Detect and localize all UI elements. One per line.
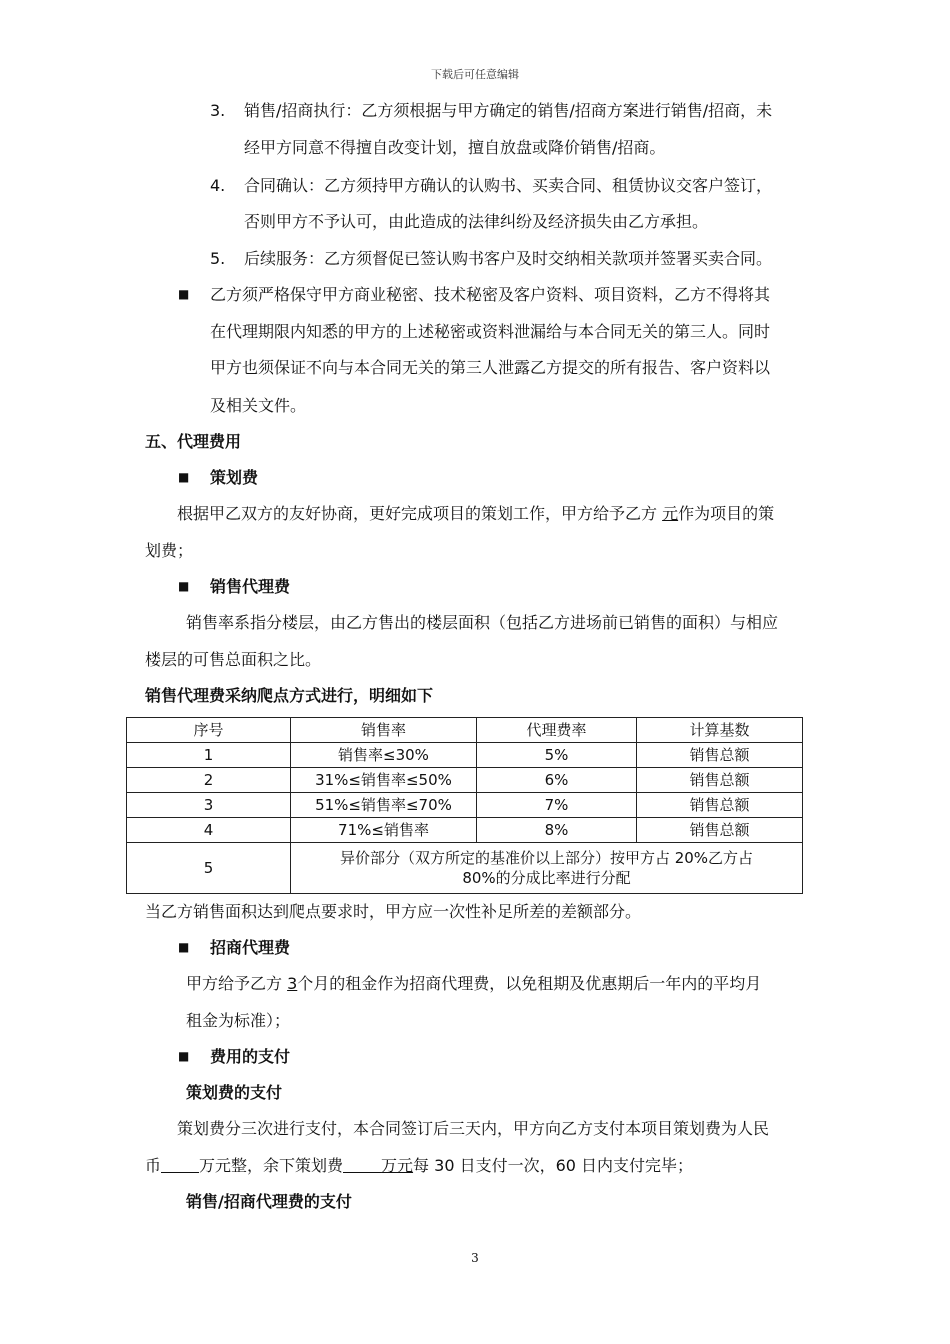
sales-payment-title: 销售/招商代理费的支付 bbox=[186, 1192, 352, 1211]
commission-table bbox=[126, 717, 803, 894]
cell-fee-rate: 8% bbox=[477, 818, 637, 843]
page-number: 3 bbox=[471, 1251, 479, 1265]
cell-number: 4 bbox=[127, 818, 291, 843]
table-row bbox=[127, 818, 803, 843]
cell-number: 1 bbox=[127, 743, 291, 768]
premium-split-line-1: 异价部分（双方所定的基准价以上部分）按甲方占 20%乙方占 bbox=[339, 849, 754, 867]
after-table-note: 当乙方销售面积达到爬点要求时，甲方应一次性补足所差的差额部分。 bbox=[145, 902, 642, 921]
cell-base: 销售总额 bbox=[637, 768, 803, 793]
cell-premium-split bbox=[291, 843, 803, 894]
amount-blank-2 bbox=[343, 1156, 381, 1173]
cell-base: 销售总额 bbox=[637, 818, 803, 843]
table-row bbox=[127, 793, 803, 818]
table-row bbox=[127, 843, 803, 894]
cell-sales-rate: 51%≤销售率≤70% bbox=[291, 793, 477, 818]
payment-title: 费用的支付 bbox=[210, 1047, 291, 1066]
table-header-row bbox=[127, 718, 803, 743]
planning-fee-text-a: 根据甲乙双方的友好协商，更好完成项目的策划工作，甲方给予乙方 bbox=[177, 504, 663, 523]
cell-number: 3 bbox=[127, 793, 291, 818]
header-fee-rate: 代理费率 bbox=[477, 718, 637, 743]
item-3-number: 3. bbox=[210, 101, 226, 120]
item-4-line2: 否则甲方不予认可，由此造成的法律纠纷及经济损失由乙方承担。 bbox=[244, 212, 709, 231]
item-5-line1: 后续服务：乙方须督促已签认购书客户及时交纳相关款项并签署买卖合同。 bbox=[244, 249, 773, 268]
section-title: 五、代理费用 bbox=[145, 432, 242, 451]
header-number: 序号 bbox=[127, 718, 291, 743]
item-5-number: 5. bbox=[210, 249, 226, 268]
payment-text-d: 每 30 日支付一次，60 日内支付完毕； bbox=[413, 1156, 694, 1175]
sales-fee-title: 销售代理费 bbox=[210, 577, 291, 596]
bullet-square-icon: ■ bbox=[178, 1049, 190, 1063]
leasing-fee-text-b: 个月的租金作为招商代理费，以免租期及优惠期后一年内的平均月 bbox=[297, 974, 762, 993]
leasing-fee-months: 3 bbox=[287, 974, 298, 993]
item-4-number: 4. bbox=[210, 176, 226, 195]
item-3-line2: 经甲方同意不得擅自改变计划，擅自放盘或降价销售/招商。 bbox=[244, 138, 666, 157]
planning-fee-title: 策划费 bbox=[210, 468, 259, 487]
sales-fee-line-1: 销售率系指分楼层，由乙方售出的楼层面积（包括乙方进场前已销售的面积）与相应 bbox=[186, 613, 779, 632]
table-row bbox=[127, 743, 803, 768]
planning-payment-title: 策划费的支付 bbox=[186, 1083, 283, 1102]
confidential-line-3: 甲方也须保证不向与本合同无关的第三人泄露乙方提交的所有报告、客户资料以 bbox=[210, 358, 771, 377]
confidential-line-2: 在代理期限内知悉的甲方的上述秘密或资料泄漏给与本合同无关的第三人。同时 bbox=[210, 322, 771, 341]
payment-text-c: 万元 bbox=[381, 1156, 414, 1175]
item-4-line1: 合同确认：乙方须持甲方确认的认购书、买卖合同、租赁协议交客户签订， bbox=[244, 176, 773, 195]
planning-fee-line-2: 划费； bbox=[145, 541, 194, 560]
payment-text-a: 币 bbox=[145, 1156, 162, 1175]
cell-number: 5 bbox=[127, 843, 291, 894]
planning-fee-line-1 bbox=[177, 504, 774, 524]
cell-sales-rate: 71%≤销售率 bbox=[291, 818, 477, 843]
cell-fee-rate: 6% bbox=[477, 768, 637, 793]
cell-base: 销售总额 bbox=[637, 743, 803, 768]
payment-text-b: 万元整，余下策划费 bbox=[199, 1156, 344, 1175]
table-row bbox=[127, 768, 803, 793]
cell-fee-rate: 5% bbox=[477, 743, 637, 768]
confidential-line-4: 及相关文件。 bbox=[210, 396, 307, 415]
bullet-square-icon: ■ bbox=[178, 579, 190, 593]
header-sales-rate: 销售率 bbox=[291, 718, 477, 743]
planning-fee-unit: 元 bbox=[662, 504, 679, 523]
planning-fee-text-b: 作为项目的策 bbox=[678, 504, 775, 523]
bullet-square-icon: ■ bbox=[178, 940, 190, 954]
leasing-fee-line-1 bbox=[186, 974, 761, 994]
table-title: 销售代理费采纳爬点方式进行，明细如下 bbox=[145, 686, 434, 705]
bullet-square-icon: ■ bbox=[178, 287, 190, 301]
cell-fee-rate: 7% bbox=[477, 793, 637, 818]
cell-number: 2 bbox=[127, 768, 291, 793]
header-base: 计算基数 bbox=[637, 718, 803, 743]
bullet-square-icon: ■ bbox=[178, 470, 190, 484]
page-header: 下载后可任意编辑 bbox=[431, 68, 519, 81]
leasing-fee-line-2: 租金为标准）； bbox=[186, 1011, 291, 1030]
planning-payment-line-2 bbox=[145, 1156, 693, 1176]
cell-base: 销售总额 bbox=[637, 793, 803, 818]
amount-blank-1 bbox=[161, 1156, 199, 1173]
premium-split-line-2: 80%的分成比率进行分配 bbox=[462, 869, 631, 887]
leasing-fee-title: 招商代理费 bbox=[210, 938, 291, 957]
cell-sales-rate: 31%≤销售率≤50% bbox=[291, 768, 477, 793]
cell-sales-rate: 销售率≤30% bbox=[291, 743, 477, 768]
planning-payment-line-1: 策划费分三次进行支付，本合同签订后三天内，甲方向乙方支付本项目策划费为人民 bbox=[177, 1119, 770, 1138]
item-3-line1: 销售/招商执行：乙方须根据与甲方确定的销售/招商方案进行销售/招商，未 bbox=[244, 101, 773, 120]
sales-fee-line-2: 楼层的可售总面积之比。 bbox=[145, 650, 322, 669]
leasing-fee-text-a: 甲方给予乙方 bbox=[186, 974, 288, 993]
confidential-line-1: 乙方须严格保守甲方商业秘密、技术秘密及客户资料、项目资料，乙方不得将其 bbox=[210, 285, 771, 304]
